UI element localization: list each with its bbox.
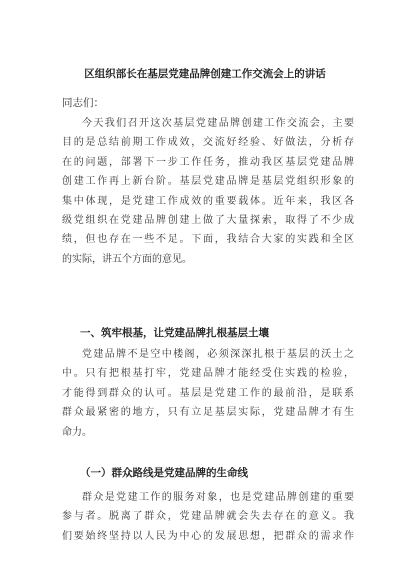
paragraph-line: 们要始终坚持以人民为中心的发展思想，把群众的需求作 [62,530,354,542]
paragraph-section-1 [62,345,354,442]
paragraph-line: 在的问题，部署下一步工作任务，推动我区基层党建品牌 [62,156,354,168]
document-title: 区组织部长在基层党建品牌创建工作交流会上的讲话 [84,68,326,80]
paragraph-line: 参与者。脱离了群众，党建品牌就会失去存在的意义。我 [62,511,354,523]
paragraph-line: 目的是总结前期工作成效，交流好经验、好做法，分析存 [62,137,354,149]
paragraph-line: 今天我们召开这次基层党建品牌创建工作交流会，主要 [82,118,354,129]
paragraph-line: 党建品牌不是空中楼阁，必须深深扎根于基层的沃土之 [82,349,354,360]
paragraph-line: 集中体现，是党建工作成效的重要载体。近年来，我区各 [62,195,354,207]
paragraph-line: 的实际，讲五个方面的意见。 [62,253,192,265]
salutation: 同志们： [62,97,104,109]
paragraph-line: 才能得到群众的认可。基层是党建工作的最前沿，是联系 [62,387,354,399]
paragraph-subsection-1 [62,488,354,546]
paragraph-line: 群众是党建工作的服务对象，也是党建品牌创建的重要 [82,492,354,503]
subsection-heading-1: （一）群众路线是党建品牌的生命线 [80,467,248,479]
paragraph-line: 中。只有把根基打牢，党建品牌才能经受住实践的检验， [62,368,354,380]
paragraph-line: 命力。 [62,426,92,438]
paragraph-line: 级党组织在党建品牌创建上做了大量探索，取得了不少成 [62,214,354,226]
paragraph-line: 群众最紧密的地方，只有立足基层实际，党建品牌才有生 [62,407,354,419]
paragraph-intro [62,114,354,269]
paragraph-line: 绩，但也存在一些不足。下面，我结合大家的实践和全区 [62,234,354,246]
section-heading-1: 一、筑牢根基，让党建品牌扎根基层土壤 [80,327,269,339]
paragraph-line: 创建工作再上新台阶。基层党建品牌是基层党组织形象的 [62,176,354,188]
